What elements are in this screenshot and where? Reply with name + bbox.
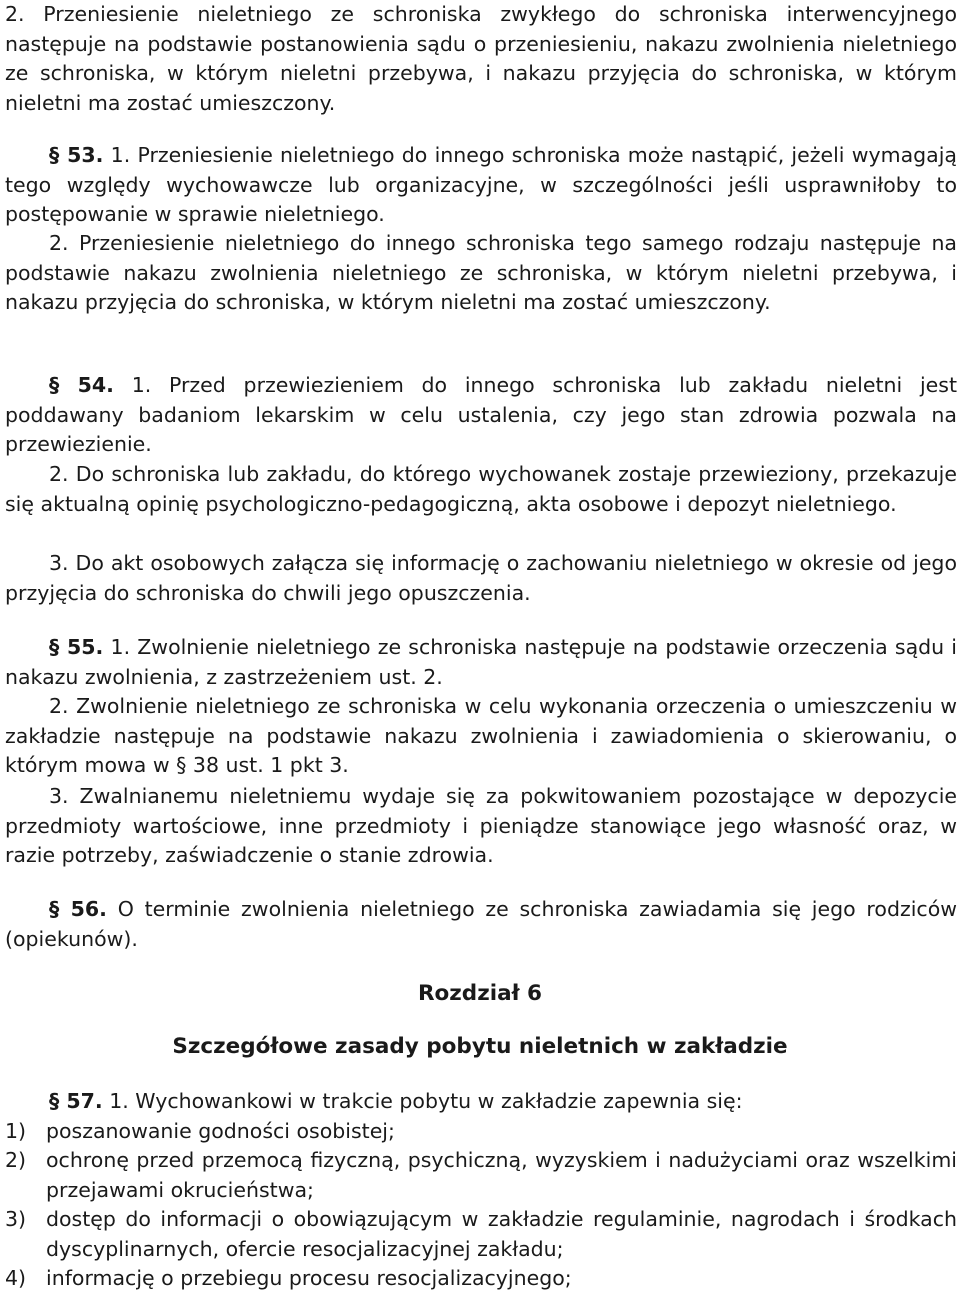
section-number: § 53. [49,143,104,167]
paragraph-55-1: § 55. 1. Zwolnienie nieletniego ze schroniska następuje na podstawie orzeczenia sądu i nakazu zwolnienia, z zastrzeżeniem ust. 2. [5,635,957,689]
paragraph-54-3: 3. Do akt osobowych załącza się informację o zachowaniu nieletniego w okresie od jego przyjęcia do schroniska do chwili jego opuszczenia. [5,551,957,605]
list-item-text: poszanowanie godności osobistej; [46,1119,395,1143]
chapter-subtitle: Szczegółowe zasady pobytu nieletnich w zakładzie [172,1034,788,1059]
paragraph-55-3: 3. Zwalnianemu nieletniemu wydaje się za pokwitowaniem pozostające w depozycie przedmioty wartościowe, inne przedmioty i pieniądze stanowiące jego własność oraz, w razie potrzeby, zaświadczenie o stanie zdrowia. [5,784,957,867]
list-item-text: informację o przebiegu procesu resocjalizacyjnego; [46,1266,572,1290]
list-item-text: ochronę przed przemocą fizyczną, psychiczną, wyzyskiem i nadużyciami oraz wszelkimi przejawami okrucieństwa; [46,1148,957,1202]
list-item [5,1146,957,1205]
list-item-number: 3) [5,1207,27,1231]
section-number: § 56. [49,897,107,921]
paragraph-56: § 56. O terminie zwolnienia nieletniego ze schroniska zawiadamia się jego rodziców (opiekunów). [5,897,957,951]
paragraph-54-2: 2. Do schroniska lub zakładu, do którego wychowanek zostaje przewieziony, przekazuje się aktualną opinię psychologiczno-pedagogiczną, akta osobowe i depozyt nieletniego. [5,462,957,516]
paragraph-53-1: § 53. 1. Przeniesienie nieletniego do innego schroniska może nastąpić, jeżeli wymagają tego względy wychowawcze lub organizacyjne, w szczególności jeśli usprawniłoby to postępowanie w sprawie nieletniego. [5,143,957,226]
list-item-number: 2) [5,1148,27,1172]
list-item [5,1264,957,1294]
section-number: § 57. [49,1089,103,1113]
list-item [5,1205,957,1264]
paragraph-52-2: 2. Przeniesienie nieletniego ze schroniska zwykłego do schroniska interwencyjnego następuje na podstawie postanowienia sądu o przeniesieniu, nakazu zwolnienia nieletniego ze schroniska, w którym nieletni przebywa, i nakazu przyjęcia do schroniska, w którym nieletni ma zostać umieszczony. [5,2,957,115]
section-number: § 55. [49,635,104,659]
list-item-number: 4) [5,1266,27,1290]
paragraph-54-1: § 54. 1. Przed przewiezieniem do innego schroniska lub zakładu nieletni jest poddawany badaniom lekarskim w celu ustalenia, czy jego stan zdrowia pozwala na przewiezienie. [5,373,957,456]
paragraph-55-2: 2. Zwolnienie nieletniego ze schroniska w celu wykonania orzeczenia o umieszczeniu w zakładzie następuje na podstawie nakazu zwolnienia i zawiadomienia o skierowaniu, o którym mowa w § 38 ust. 1 pkt 3. [5,694,957,777]
list-item [5,1117,957,1147]
chapter-title: Rozdział 6 [417,981,543,1006]
paragraph-57-1: § 57. 1. Wychowankowi w trakcie pobytu w zakładzie zapewnia się: [49,1089,743,1113]
section-number: § 54. [49,373,114,397]
paragraph-53-2: 2. Przeniesienie nieletniego do innego schroniska tego samego rodzaju następuje na podstawie nakazu zwolnienia nieletniego ze schroniska, w którym nieletni przebywa, i nakazu przyjęcia do schroniska, w którym nieletni ma zostać umieszczony. [5,231,957,314]
list-item-text: dostęp do informacji o obowiązującym w zakładzie regulaminie, nagrodach i środkach dyscyplinarnych, ofercie resocjalizacyjnej zakładu; [46,1207,957,1261]
list-item-number: 1) [5,1119,27,1143]
